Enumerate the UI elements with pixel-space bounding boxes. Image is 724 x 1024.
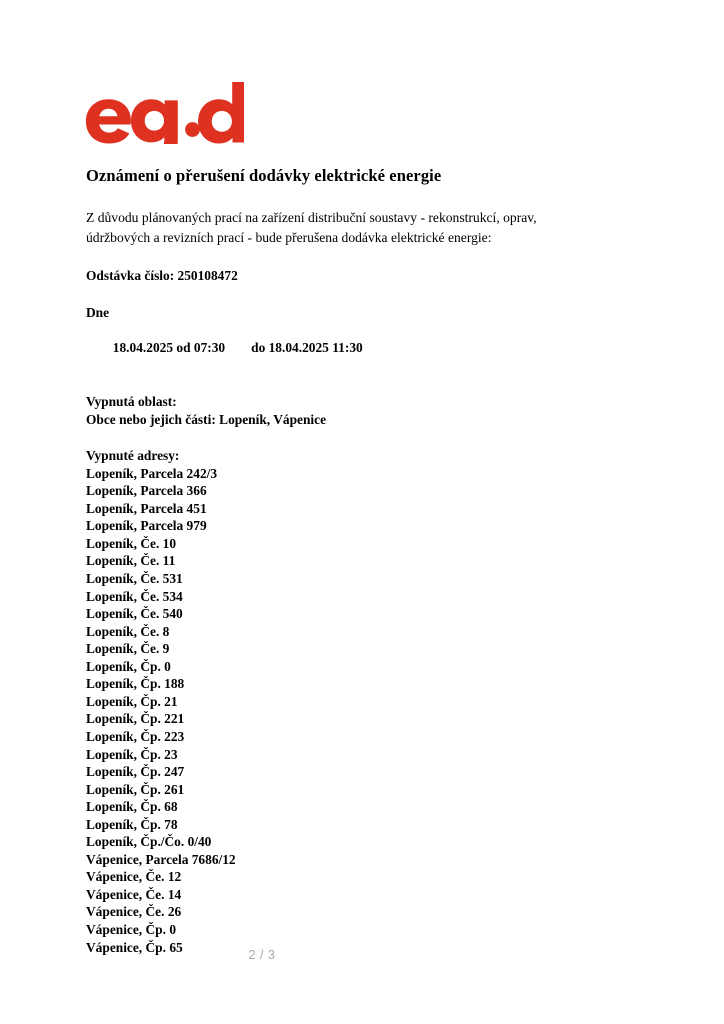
list-item: Lopeník, Če. 540 xyxy=(86,606,183,622)
list-item: Lopeník, Če. 9 xyxy=(86,641,170,657)
list-item: Lopeník, Čp./Čo. 0/40 xyxy=(86,834,212,850)
list-item: Vápenice, Parcela 7686/12 xyxy=(86,851,236,867)
address-list xyxy=(86,465,616,956)
list-item: Lopeník, Parcela 242/3 xyxy=(86,465,218,481)
date-to: do 18.04.2025 11:30 xyxy=(251,339,363,355)
egd-logo xyxy=(84,82,244,144)
intro-paragraph: Z důvodu plánovaných prací na zařízení distribuční soustavy - rekonstrukcí, oprav, údržbových a revizních prací - bude přerušena dodávka elektrické energie: xyxy=(86,210,537,245)
list-item: Lopeník, Če. 11 xyxy=(86,553,176,569)
list-item: Vápenice, Čp. 0 xyxy=(86,921,177,937)
addresses-heading: Vypnuté adresy: xyxy=(86,448,180,464)
list-item: Lopeník, Čp. 221 xyxy=(86,711,185,727)
area-block xyxy=(86,393,616,428)
area-municipalities-line: Obce nebo jejich části: Lopeník, Vápenice xyxy=(86,411,327,427)
list-item: Lopeník, Čp. 21 xyxy=(86,693,178,709)
page-title: Oznámení o přerušení dodávky elektrické energie xyxy=(86,166,442,185)
list-item: Lopeník, Čp. 23 xyxy=(86,746,178,762)
list-item: Lopeník, Če. 8 xyxy=(86,623,170,639)
addresses-block xyxy=(86,447,616,956)
list-item: Lopeník, Čp. 223 xyxy=(86,728,185,744)
list-item: Lopeník, Čp. 188 xyxy=(86,676,185,692)
list-item: Vápenice, Če. 26 xyxy=(86,904,182,920)
outage-number-line: Odstávka číslo: 250108472 xyxy=(86,268,238,283)
document-content xyxy=(86,166,616,975)
list-item: Lopeník, Čp. 0 xyxy=(86,658,171,674)
list-item: Lopeník, Čp. 78 xyxy=(86,816,178,832)
list-item: Lopeník, Če. 10 xyxy=(86,535,177,551)
list-item: Lopeník, Parcela 366 xyxy=(86,483,207,499)
list-item: Lopeník, Če. 531 xyxy=(86,571,183,587)
list-item: Lopeník, Če. 534 xyxy=(86,588,183,604)
list-item: Lopeník, Parcela 979 xyxy=(86,518,207,534)
list-item: Vápenice, Če. 12 xyxy=(86,869,182,885)
date-from: 18.04.2025 od 07:30 xyxy=(112,339,226,355)
outage-number-block xyxy=(86,267,616,285)
list-item: Lopeník, Parcela 451 xyxy=(86,500,207,516)
page-number: 2 / 3 xyxy=(248,948,276,962)
list-item: Vápenice, Če. 14 xyxy=(86,886,182,902)
area-heading: Vypnutá oblast: xyxy=(86,393,177,409)
list-item: Lopeník, Čp. 68 xyxy=(86,799,178,815)
date-block xyxy=(86,304,616,374)
list-item: Lopeník, Čp. 261 xyxy=(86,781,185,797)
list-item: Vápenice, Čp. 65 xyxy=(86,939,183,955)
date-range-line xyxy=(86,321,616,374)
list-item: Lopeník, Čp. 247 xyxy=(86,764,185,780)
page-footer xyxy=(0,946,724,964)
date-heading: Dne xyxy=(86,304,110,320)
